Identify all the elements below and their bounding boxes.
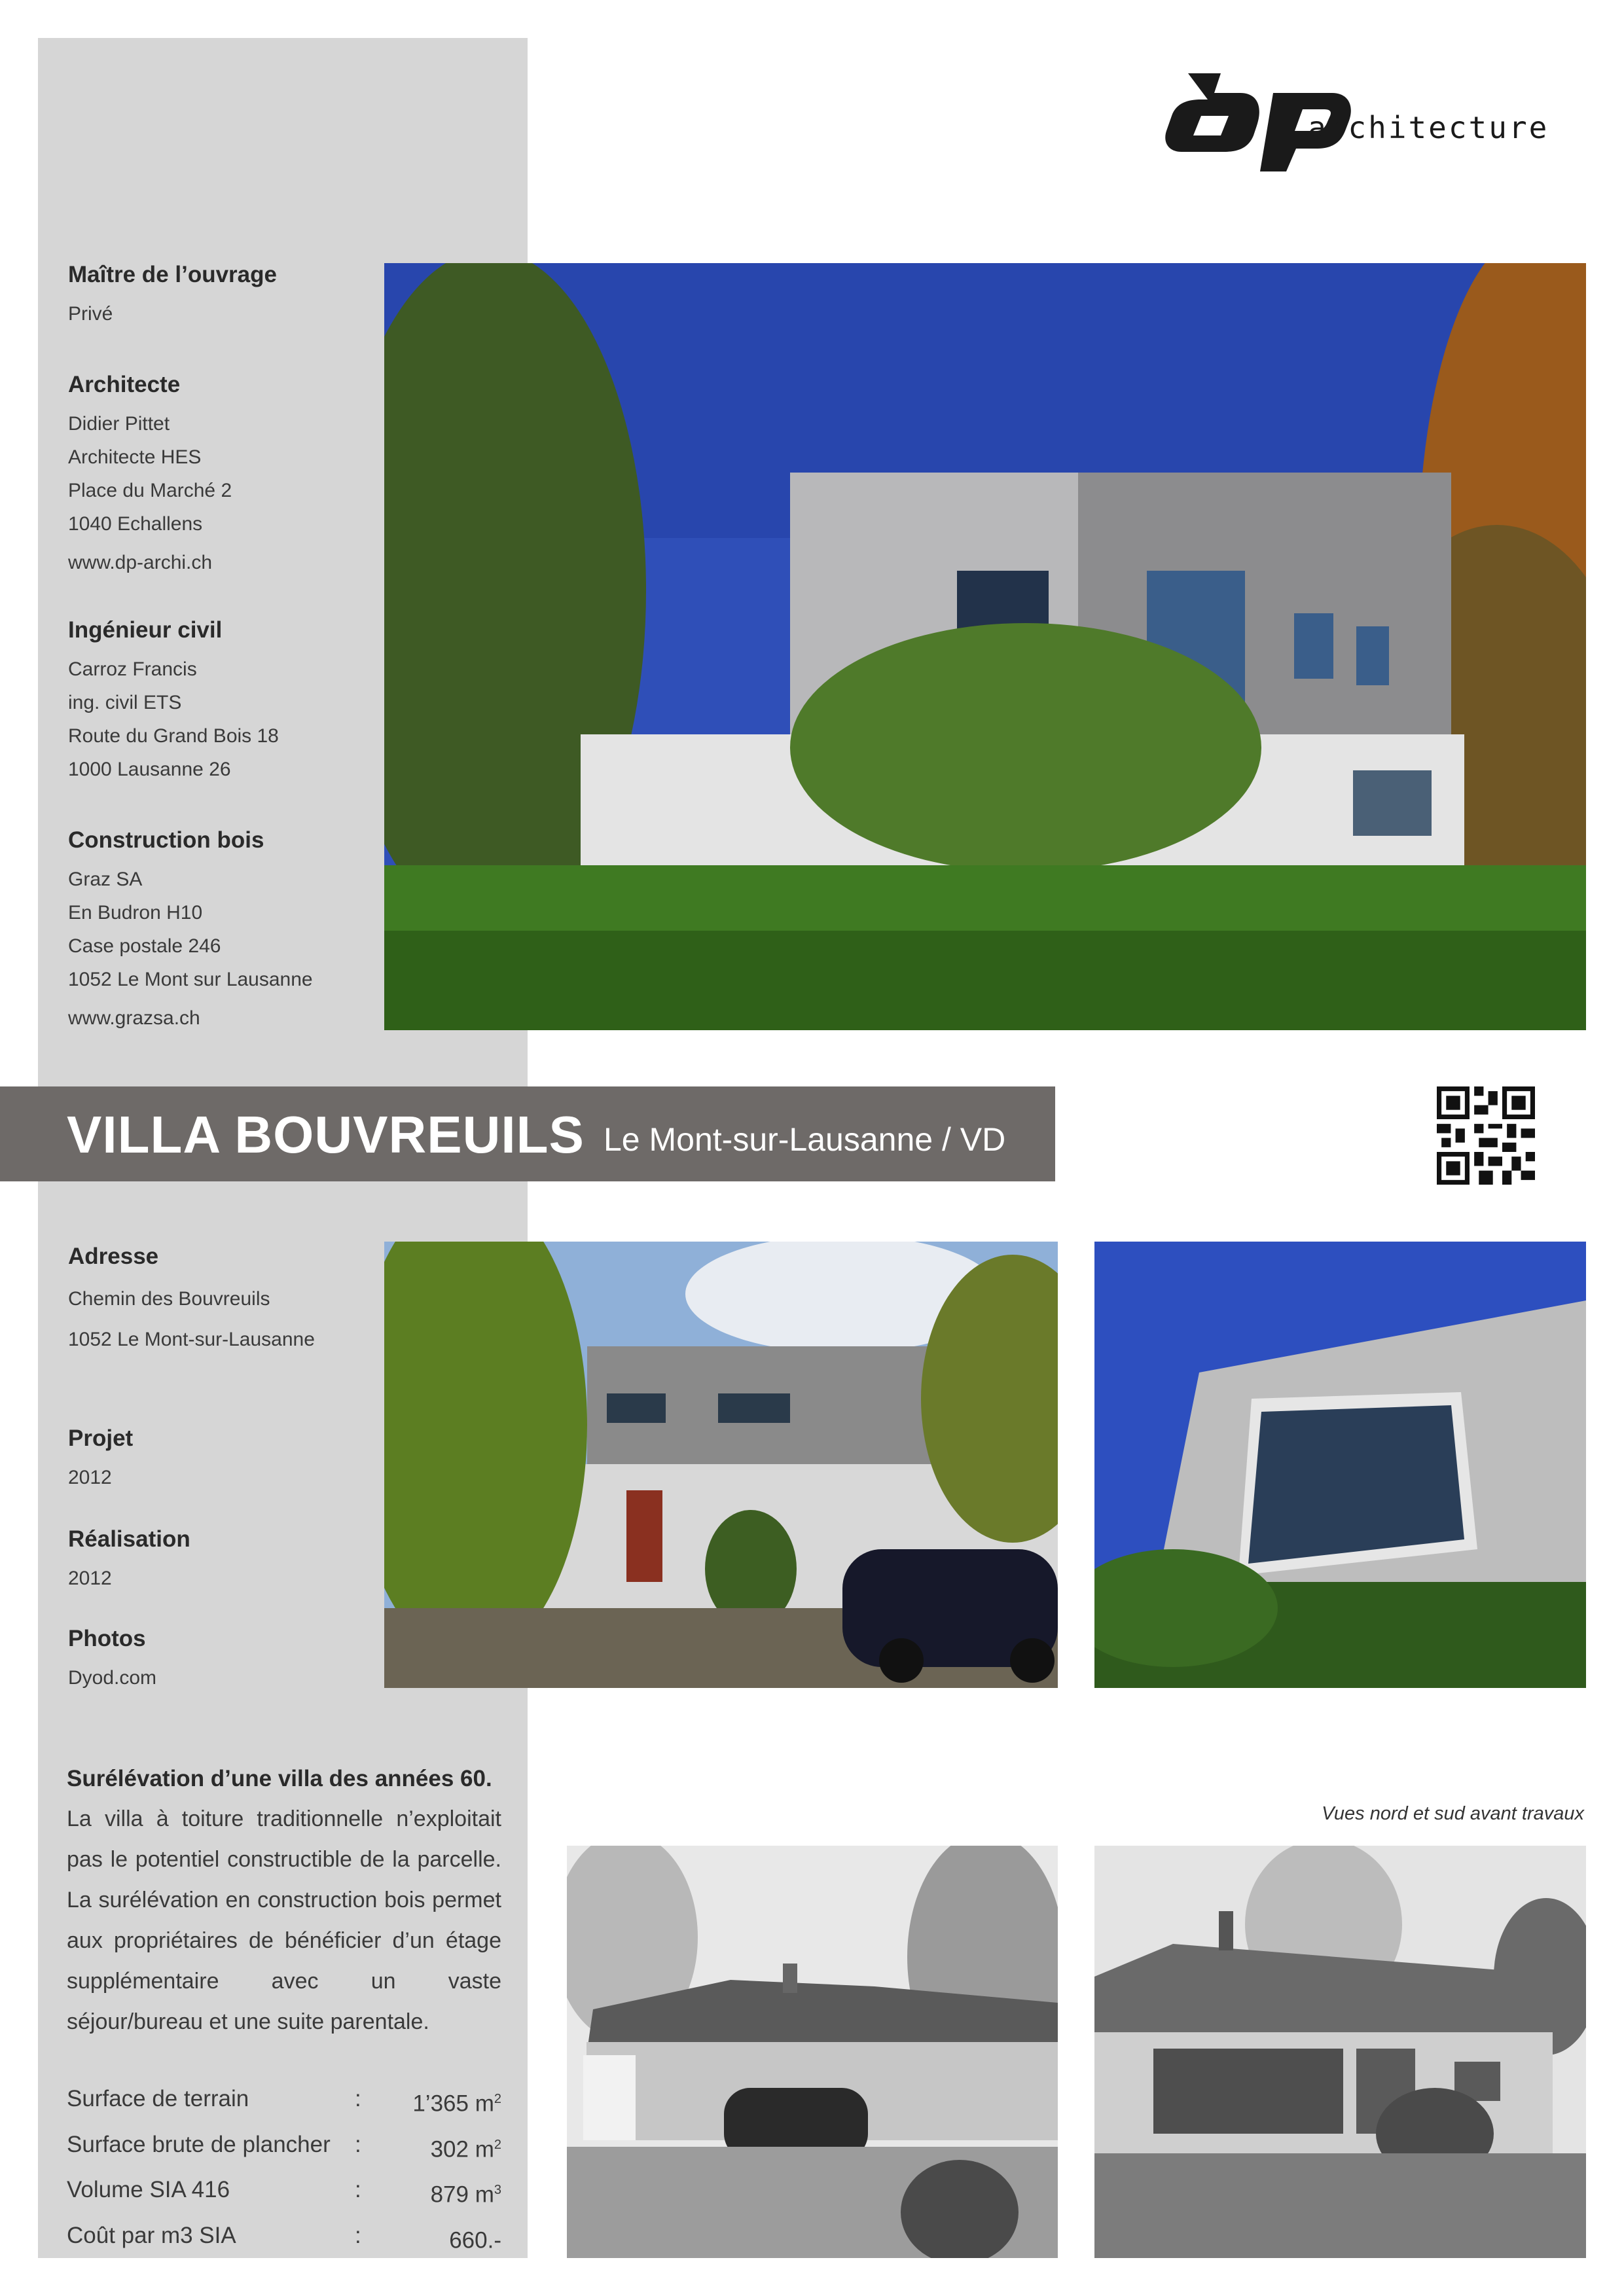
credit-line: Privé [68, 303, 113, 325]
stat-unit-sup: 2 [494, 2092, 501, 2106]
info-heading: Réalisation [68, 1526, 190, 1552]
stat-separator: : [355, 2086, 361, 2111]
credit-heading: Maître de l’ouvrage [68, 262, 277, 287]
credit-line: 1040 Echallens [68, 513, 203, 535]
before-north-photo [567, 1846, 1058, 2258]
stat-value-wrap [381, 2079, 501, 2125]
stat-value: 660.- [449, 2227, 501, 2253]
info-heading: Projet [68, 1426, 134, 1451]
info-line: Dyod.com [68, 1667, 157, 1689]
credit-line: Place du Marché 2 [68, 480, 232, 501]
stat-unit-sup: 2 [494, 2137, 501, 2152]
stat-label: Surface de terrain [67, 2086, 249, 2111]
stat-label: Coût par m3 SIA [67, 2222, 236, 2248]
info-heading: Adresse [68, 1244, 159, 1269]
credit-line: ing. civil ETS [68, 692, 182, 713]
description-heading: Surélévation d’une villa des années 60. [67, 1766, 492, 1791]
before-south-photo [1094, 1846, 1586, 2258]
stat-value-wrap [381, 2125, 501, 2170]
project-title: VILLA BOUVREUILS [67, 1105, 585, 1164]
info-line: 1052 Le Mont-sur-Lausanne [68, 1329, 315, 1350]
credit-line: En Budron H10 [68, 902, 203, 924]
stat-row [67, 2170, 501, 2215]
credit-heading: Construction bois [68, 827, 264, 853]
stat-row [67, 2079, 501, 2125]
credit-line: Architecte HES [68, 446, 202, 468]
stat-value: 879 m [430, 2181, 494, 2208]
qr-code-icon[interactable] [1437, 1086, 1535, 1185]
credit-line: 1052 Le Mont sur Lausanne [68, 969, 313, 990]
architect-website-link[interactable]: www.dp-archi.ch [68, 552, 213, 573]
main-house-photo [384, 263, 1586, 1030]
stat-label: Surface brute de plancher [67, 2131, 331, 2157]
stat-unit-sup: 3 [494, 2183, 501, 2198]
stat-value: 302 m [430, 2136, 494, 2162]
stat-separator: : [355, 2131, 361, 2157]
stat-separator: : [355, 2177, 361, 2203]
window-detail-photo [1094, 1242, 1586, 1688]
credit-line: Case postale 246 [68, 935, 221, 957]
credit-line: Graz SA [68, 869, 143, 890]
logo-text: architecture [1308, 110, 1549, 145]
stat-value: 1’365 m [412, 2090, 494, 2117]
credit-heading: Ingénieur civil [68, 617, 223, 643]
stats-table [67, 2079, 501, 2261]
description-body: La villa à toiture traditionnelle n’exploitait pas le potentiel constructible de la parcelle. La surélévation en construction bois permet aux propriétaires de bénéficier d’un étage supplémentaire avec un vaste séjour/bureau et une suite parentale. [67, 1806, 501, 2034]
stat-row [67, 2215, 501, 2261]
before-photos-caption: Vues nord et sud avant travaux [1322, 1803, 1584, 1824]
credit-heading: Architecte [68, 372, 181, 397]
info-line: 2012 [68, 1467, 112, 1488]
description-block [67, 1766, 501, 2042]
info-line: 2012 [68, 1568, 112, 1589]
stat-separator: : [355, 2222, 361, 2248]
credit-line: Didier Pittet [68, 413, 170, 435]
credit-line: 1000 Lausanne 26 [68, 759, 231, 780]
info-line: Chemin des Bouvreuils [68, 1288, 270, 1310]
credit-line: Carroz Francis [68, 658, 197, 680]
stat-value-wrap [381, 2215, 501, 2261]
stat-value-wrap [381, 2170, 501, 2215]
project-location: Le Mont-sur-Lausanne / VD [604, 1121, 1006, 1158]
front-entrance-photo [384, 1242, 1058, 1688]
graz-website-link[interactable]: www.grazsa.ch [68, 1007, 200, 1029]
stat-row [67, 2125, 501, 2170]
stat-label: Volume SIA 416 [67, 2177, 230, 2203]
credit-line: Route du Grand Bois 18 [68, 725, 279, 747]
info-heading: Photos [68, 1626, 146, 1651]
